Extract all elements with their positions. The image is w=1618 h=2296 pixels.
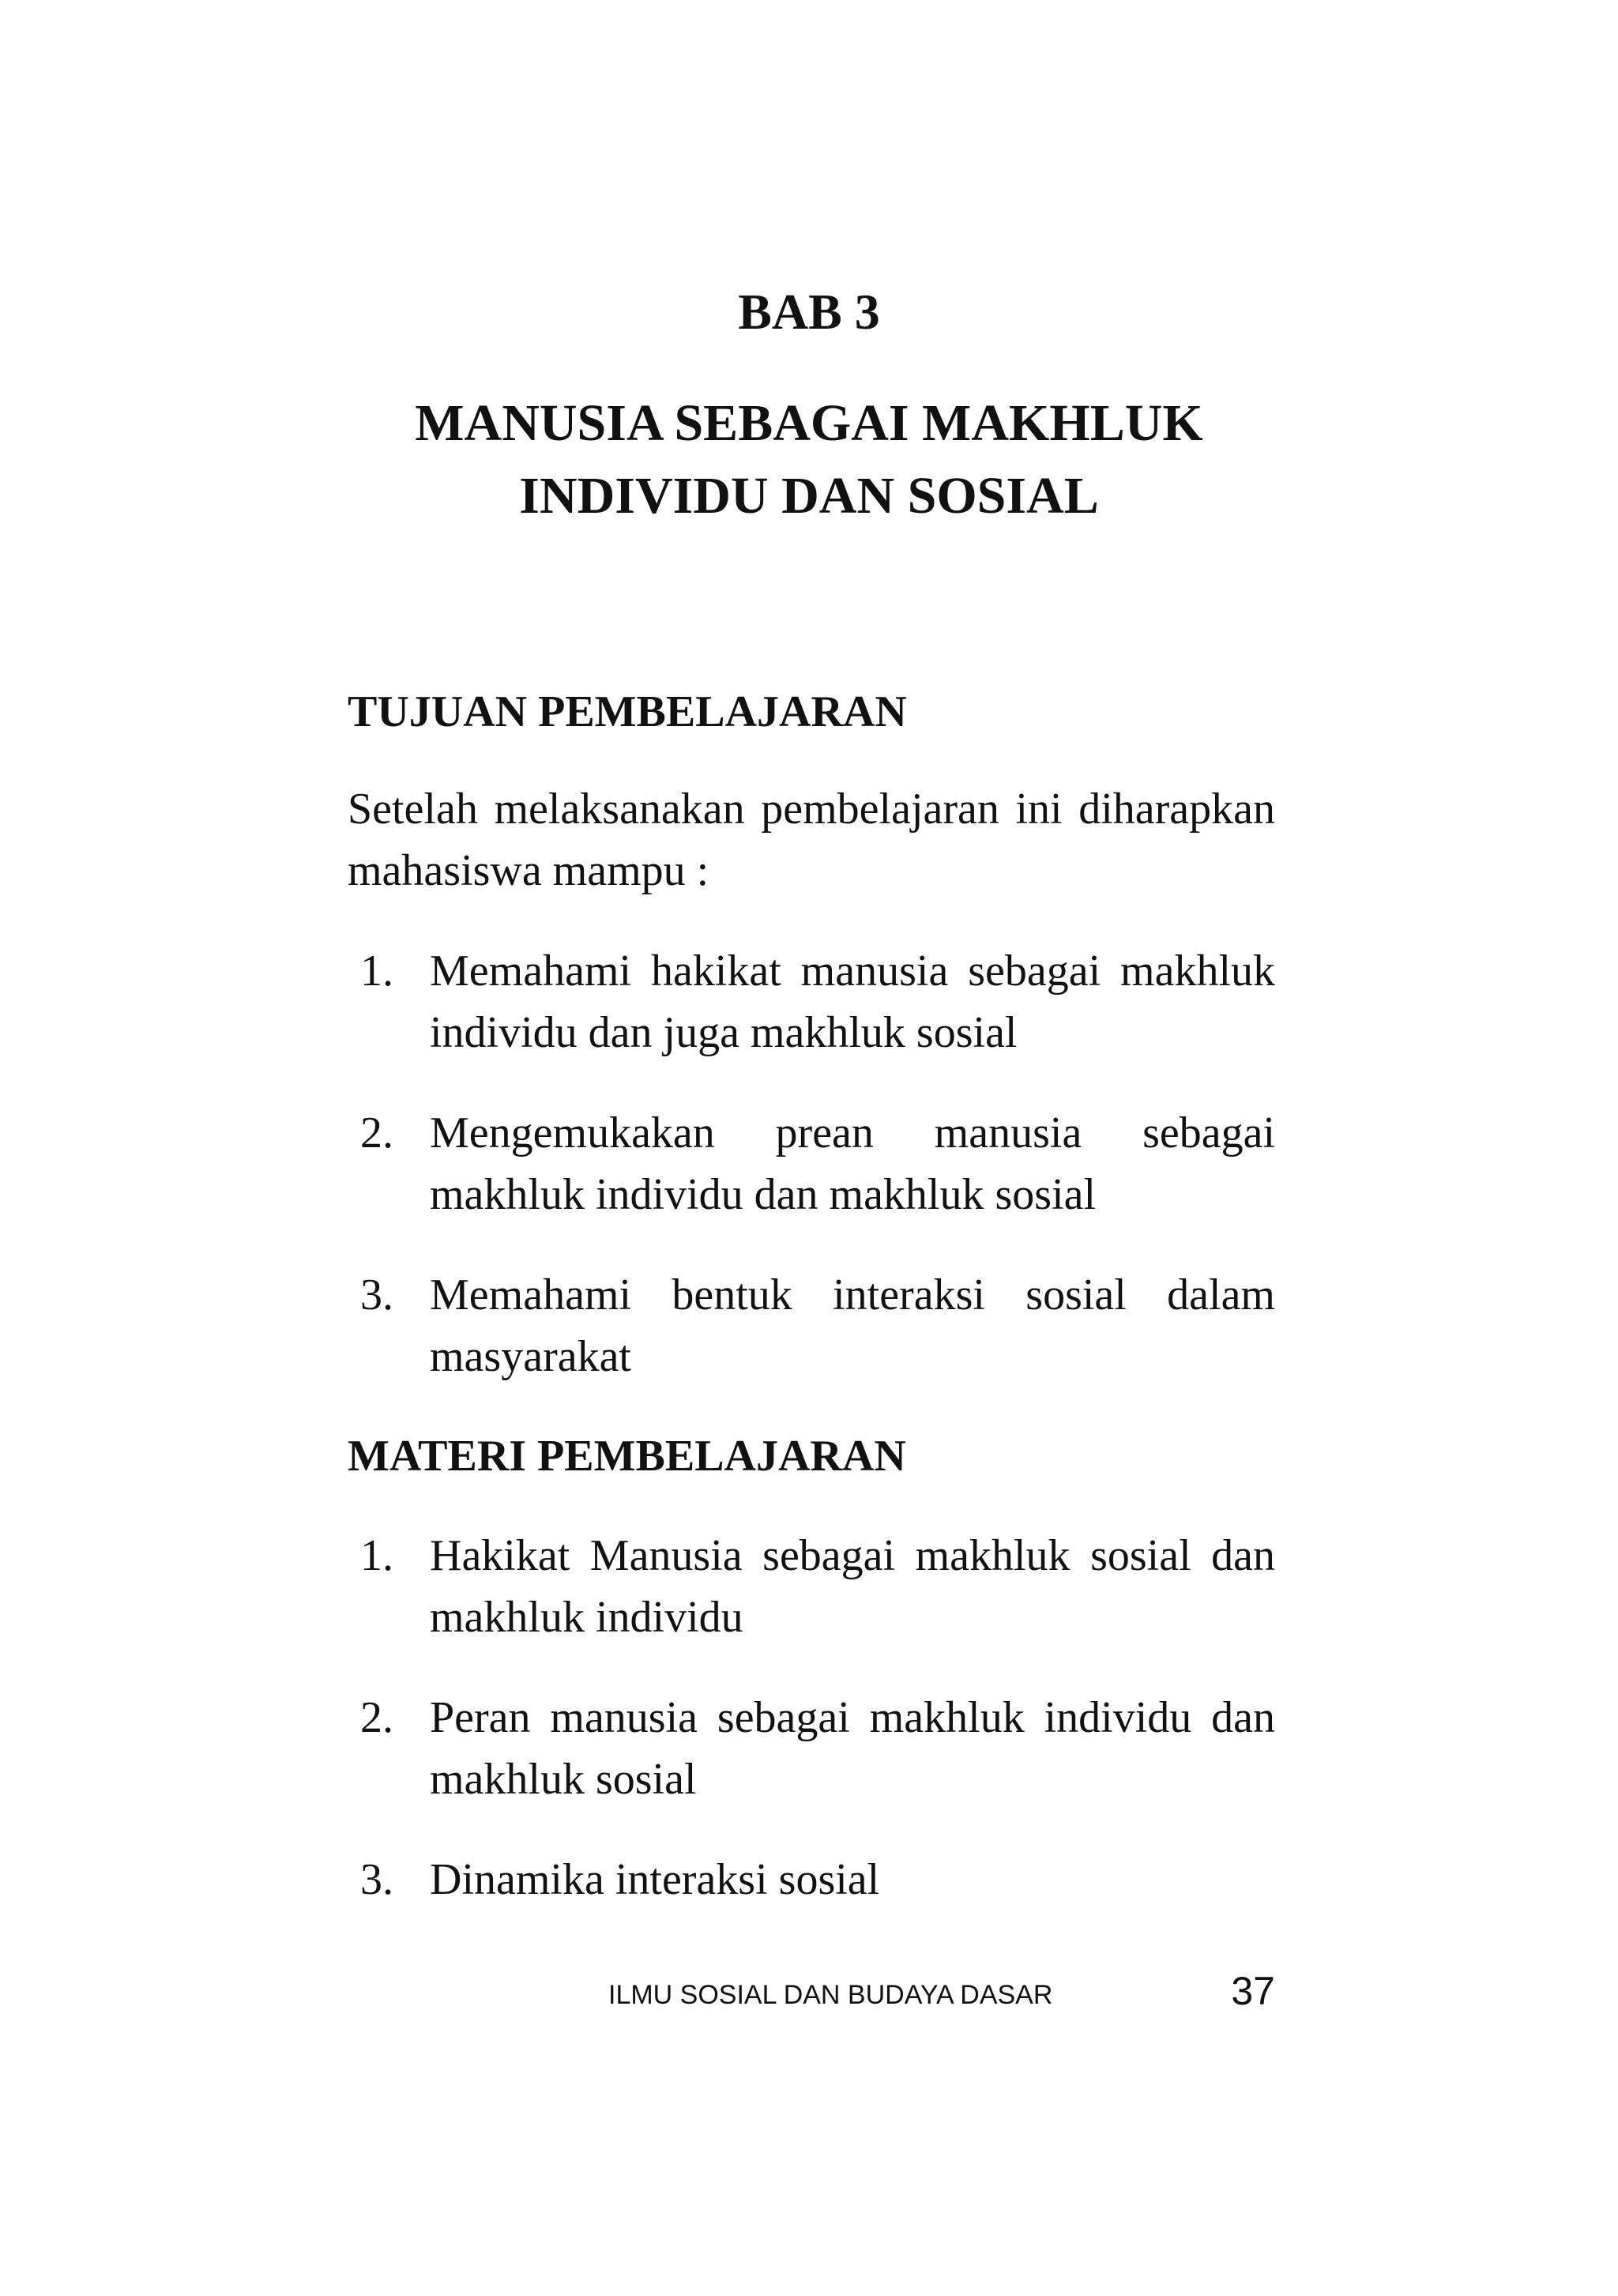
footer-book-title: ILMU SOSIAL DAN BUDAYA DASAR: [608, 1980, 1053, 2010]
list-number: 3.: [360, 1855, 393, 1904]
chapter-title-line-2: INDIVIDU DAN SOSIAL: [519, 467, 1099, 525]
list-text: Dinamika interaksi sosial: [430, 1855, 880, 1904]
list-text: Mengemukakan prean manusia sebagai makhluk individu dan makhluk sosial: [430, 1108, 1275, 1219]
tujuan-heading: TUJUAN PEMBELAJARAN: [348, 687, 907, 736]
chapter-label: BAB 3: [738, 284, 880, 340]
list-text: Memahami hakikat manusia sebagai makhluk individu dan juga makhluk sosial: [430, 947, 1275, 1057]
materi-heading: MATERI PEMBELAJARAN: [348, 1432, 906, 1481]
page-number: 37: [1231, 1969, 1275, 2013]
materi-list-item: [348, 1687, 1275, 1810]
chapter-title: [237, 387, 1381, 533]
list-number: 1.: [360, 1531, 393, 1580]
materi-list-item: [348, 1525, 1275, 1648]
list-number: 2.: [360, 1693, 393, 1742]
tujuan-list-item: [348, 940, 1275, 1063]
list-number: 3.: [360, 1270, 393, 1319]
tujuan-list-item: [348, 1102, 1275, 1225]
chapter-title-line-1: MANUSIA SEBAGAI MAKHLUK: [415, 394, 1203, 452]
tujuan-list-item: [348, 1264, 1275, 1387]
list-number: 1.: [360, 947, 393, 996]
materi-list-item: [348, 1849, 1275, 1910]
list-text: Memahami bentuk interaksi sosial dalam masyarakat: [430, 1270, 1275, 1381]
list-text: Peran manusia sebagai makhluk individu dan makhluk sosial: [430, 1693, 1275, 1804]
tujuan-intro: Setelah melaksanakan pembelajaran ini diharapkan mahasiswa mampu :: [348, 785, 1275, 895]
list-text: Hakikat Manusia sebagai makhluk sosial dan makhluk individu: [430, 1531, 1275, 1642]
list-number: 2.: [360, 1108, 393, 1157]
